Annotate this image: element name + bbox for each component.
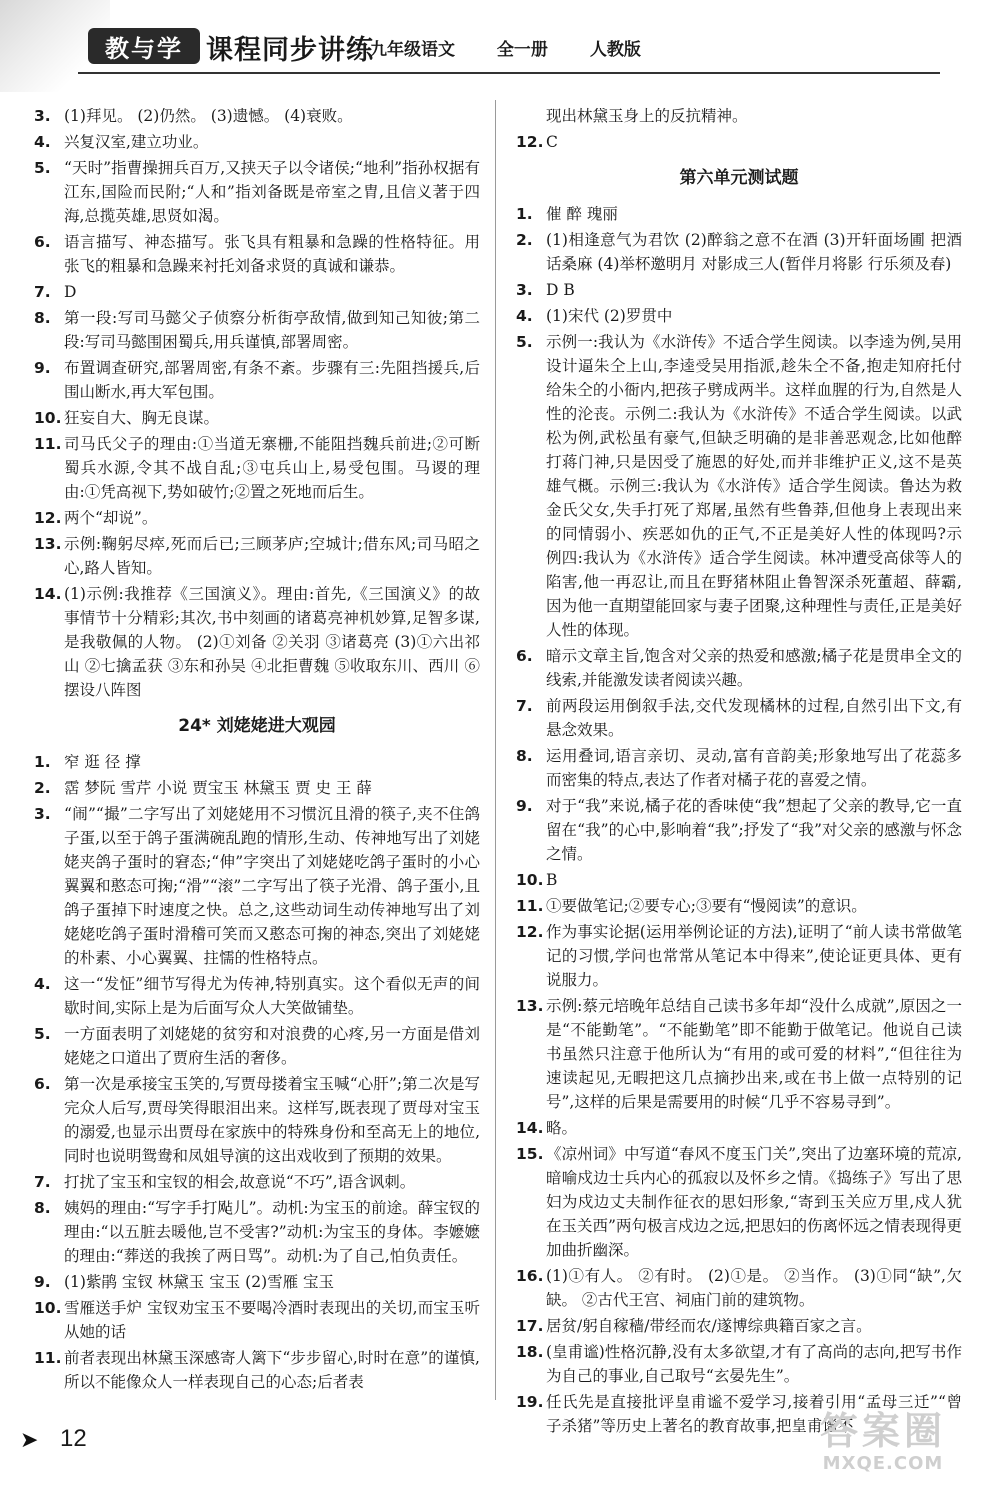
answer-number: 4. <box>34 133 51 151</box>
grade-label: 九年级语文 <box>370 40 455 60</box>
answer-text: 姨妈的理由:“写字手打飐儿”。动机:为宝玉的前途。薛宝钗的理由:“以五脏去暖他,岂不受害?”动机:为宝玉的身体。李嬷嬷的理由:“葬送的我挨了两日骂”。动机:为了自己,怕负责任。 <box>64 1199 480 1265</box>
answer-number: 17. <box>516 1317 544 1335</box>
answer-item <box>516 744 962 792</box>
right-column <box>516 104 962 1440</box>
answer-item <box>516 1264 962 1312</box>
answer-text: 前两段运用倒叙手法,交代发现橘林的过程,自然引出下文,有悬念效果。 <box>546 697 962 739</box>
answer-item <box>516 694 962 742</box>
answer-item <box>34 532 480 580</box>
answer-text: 示例一:我认为《水浒传》不适合学生阅读。以李逵为例,吴用设计逼朱仝上山,李逵受吴用指派,趁朱仝不备,抱走知府托付给朱仝的小衙内,把孩子劈成两半。这样血腥的行为,自然是人性的沦丧。示例二:我认为《水浒传》不适合学生阅读。以武松为例,武松虽有豪气,但缺乏明确的是非善恶观念,比如他醉打蒋门神,只是因受了施恩的好处,而并非维护正义,这不是英雄气概。示例三:我认为《水浒传》适合学生阅读。鲁达为救金氏父女,失手打死了郑屠,虽然有些鲁莽,但他身上表现出来的同情弱小、疾恶如仇的正气,不正是美好人性的体现吗?示例四:我认为《水浒传》适合学生阅读。林冲遭受高俅等人的陷害,他一再忍让,而且在野猪林阻止鲁智深杀死董超、薛霸,因为他一直期望能回家与妻子团聚,这种理性与责任,正是美好人性的体现。 <box>546 333 962 639</box>
answer-text: 语言描写、神态描写。张飞具有粗暴和急躁的性格特征。用张飞的粗暴和急躁来衬托刘备求贤的真诚和谦恭。 <box>64 233 480 275</box>
logo: 教与学 <box>88 28 200 64</box>
answer-text: 这一“发怔”细节写得尤为传神,特别真实。这个看似无声的间歇时间,实际上是为后面写众人大笑做铺垫。 <box>64 975 480 1017</box>
answer-text: “天时”指曹操拥兵百万,又挟天子以令诸侯;“地利”指孙权据有江东,国险而民附;“人和”指刘备既是帝室之胄,且信义著于四海,总揽英雄,思贤如渴。 <box>64 159 480 225</box>
right-arrow-icon: ➤ <box>20 1428 39 1453</box>
answer-item <box>516 920 962 992</box>
answer-item <box>34 280 480 304</box>
answer-number: 7. <box>34 1173 51 1191</box>
answer-text: 居贫/躬自稼穑/带经而农/遂博综典籍百家之言。 <box>546 1317 872 1335</box>
answer-text: 一方面表明了刘姥姥的贫穷和对浪费的心疼,另一方面是借刘姥姥之口道出了贾府生活的奢侈。 <box>64 1025 480 1067</box>
answer-number: 15. <box>516 1145 544 1163</box>
answer-number: 3. <box>34 107 51 125</box>
answer-item <box>34 1072 480 1168</box>
answer-text: 霑 梦阮 雪芹 小说 贾宝玉 林黛玉 贾 史 王 薛 <box>64 779 372 797</box>
answer-number: 8. <box>516 747 533 765</box>
answer-text: 两个“却说”。 <box>64 509 158 527</box>
answer-number: 2. <box>516 231 533 249</box>
answer-text: 催 醉 瑰丽 <box>546 205 618 223</box>
answer-number: 6. <box>34 233 51 251</box>
answer-text: 第一次是承接宝玉笑的,写贾母搂着宝玉喊“心肝”;第二次是写完众人后写,贾母笑得眼泪出来。这样写,既表现了贾母对宝玉的溺爱,也显示出贾母在家族中的特殊身份和至高无上的地位,同时也说明鸳鸯和凤姐导演的这出戏收到了预期的效果。 <box>64 1075 480 1165</box>
answer-number: 2. <box>34 779 51 797</box>
answer-item <box>34 1270 480 1294</box>
answer-number: 19. <box>516 1393 544 1411</box>
answer-text: 示例:鞠躬尽瘁,死而后已;三顾茅庐;空城计;借东风;司马昭之心,路人皆知。 <box>64 535 480 577</box>
answer-text: 《凉州词》中写道“春风不度玉门关”,突出了边塞环境的荒凉,暗喻戍边士兵内心的孤寂以及怀乡之情。《捣练子》写出了思妇为戍边丈夫制作征衣的思妇形象,“寄到玉关应万里,戍人犹在玉关西”两句极言戍边之远,把思妇的伤离怀远之情表现得更加曲折幽深。 <box>546 1145 962 1259</box>
column-divider <box>495 100 496 1400</box>
answer-text: 暗示文章主旨,饱含对父亲的热爱和感激;橘子花是贯串全文的线索,并能激发读者阅读兴趣。 <box>546 647 962 689</box>
answer-text: 作为事实论据(运用举例论证的方法),证明了“前人读书常做笔记的习惯,学问也常常从笔记本中得来”,使论证更具体、更有说服力。 <box>546 923 962 989</box>
answer-item <box>516 1340 962 1388</box>
answer-item <box>516 304 962 328</box>
answer-item <box>34 1346 480 1394</box>
answer-number: 4. <box>34 975 51 993</box>
answer-number: 5. <box>34 1025 51 1043</box>
answer-text: 任氏先是直接批评皇甫谧不爱学习,接着引用“孟母三迁”“曾子杀猪”等历史上著名的教育故事,把皇甫谧不 <box>546 1393 962 1435</box>
page-header <box>0 0 1000 92</box>
answer-item <box>34 356 480 404</box>
answer-number: 10. <box>34 1299 62 1317</box>
answer-item <box>516 894 962 918</box>
answer-number: 5. <box>516 333 533 351</box>
answer-text: 对于“我”来说,橘子花的香味使“我”想起了父亲的教导,它一直留在“我”的心中,影响着“我”;抒发了“我”对父亲的感激与怀念之情。 <box>546 797 962 863</box>
answer-number: 9. <box>34 359 51 377</box>
answer-text: 运用叠词,语言亲切、灵动,富有音韵美;形象地写出了花蕊多而密集的特点,表达了作者对橘子花的喜爱之情。 <box>546 747 962 789</box>
watermark-title: 答案圈 <box>819 1409 946 1453</box>
watermark <box>788 1409 978 1479</box>
answer-item <box>34 156 480 228</box>
volume-label: 全一册 <box>496 40 548 60</box>
answer-item <box>516 130 962 154</box>
answer-number: 14. <box>34 585 62 603</box>
answer-item <box>34 506 480 530</box>
answer-text: D <box>64 283 77 301</box>
answer-item <box>516 278 962 302</box>
answer-number: 11. <box>34 1349 62 1367</box>
answer-item <box>516 1116 962 1140</box>
answer-text: 狂妄自大、胸无良谋。 <box>64 409 220 427</box>
answer-number: 12. <box>516 923 544 941</box>
answer-number: 18. <box>516 1343 544 1361</box>
left-column <box>34 104 480 1396</box>
watermark-url: MXQE.COM <box>822 1453 944 1474</box>
answer-item <box>34 1196 480 1268</box>
answer-item <box>516 1314 962 1338</box>
answer-number: 9. <box>34 1273 51 1291</box>
page-number: 12 <box>60 1425 87 1452</box>
answer-number: 16. <box>516 1267 544 1285</box>
answer-number: 13. <box>34 535 62 553</box>
answer-text: 雪雁送手炉 宝钗劝宝玉不要喝冷酒时表现出的关切,而宝玉听从她的话 <box>64 1299 480 1341</box>
answer-text: 略。 <box>546 1119 578 1137</box>
answer-item <box>34 230 480 278</box>
header-rule <box>78 72 940 74</box>
answer-number: 11. <box>516 897 544 915</box>
answer-number: 1. <box>516 205 533 223</box>
answer-text: (1)拜见。 (2)仍然。 (3)遗憾。 (4)衰败。 <box>64 107 353 125</box>
answer-text: (1)示例:我推荐《三国演义》。理由:首先,《三国演义》的故事情节十分精彩;其次,书中刻画的诸葛亮神机妙算,足智多谋,是我敬佩的人物。 (2)①刘备 ②关羽 ③诸葛亮 (3)①六出祁山 ②七擒孟获 ③东和孙吴 ④北拒曹魏 ⑤收取东川、西川 ⑥摆设八阵图 <box>64 585 480 699</box>
answer-text: 窄 逛 径 撑 <box>64 753 141 771</box>
answer-item <box>34 130 480 154</box>
answer-number: 8. <box>34 309 51 327</box>
answer-item <box>34 802 480 970</box>
answer-item <box>34 1170 480 1194</box>
answer-item <box>516 994 962 1114</box>
answer-number: 12. <box>516 133 544 151</box>
answer-item <box>34 582 480 702</box>
answer-number: 13. <box>516 997 544 1015</box>
answer-text: D B <box>546 281 575 299</box>
answer-item <box>34 1296 480 1344</box>
answer-number: 10. <box>516 871 544 889</box>
answer-number: 1. <box>34 753 51 771</box>
answer-item <box>516 644 962 692</box>
answer-item <box>34 750 480 774</box>
answer-item <box>34 972 480 1020</box>
section-title: 第六单元测试题 <box>679 168 799 188</box>
answer-number: 6. <box>516 647 533 665</box>
answer-list <box>34 104 480 702</box>
answer-list <box>516 130 962 154</box>
answer-text: (1)宋代 (2)罗贯中 <box>546 307 673 325</box>
answer-number: 9. <box>516 797 533 815</box>
answer-text: (皇甫谧)性格沉静,没有太多欲望,才有了高尚的志向,把写书作为自己的事业,自己取号“玄晏先生”。 <box>546 1343 962 1385</box>
answer-item <box>516 202 962 226</box>
answer-text: 兴复汉室,建立功业。 <box>64 133 209 151</box>
answer-number: 4. <box>516 307 533 325</box>
answer-number: 7. <box>34 283 51 301</box>
answer-text: 司马氏父子的理由:①当道无寨栅,不能阻挡魏兵前进;②可断蜀兵水源,令其不战自乱;③屯兵山上,易受包围。马谡的理由:①凭高视下,势如破竹;②置之死地而后生。 <box>64 435 480 501</box>
answer-item <box>34 406 480 430</box>
answer-text: B <box>546 871 558 889</box>
answer-text: ①要做笔记;②要专心;③要有“慢阅读”的意识。 <box>546 897 867 915</box>
answer-text: 第一段:写司马懿父子侦察分析街亭敌情,做到知己知彼;第二段:写司马懿围困蜀兵,用兵谨慎,部署周密。 <box>64 309 480 351</box>
answer-item <box>34 432 480 504</box>
answer-number: 10. <box>34 409 62 427</box>
answer-text: (1)①有人。 ②有时。 (2)①是。 ②当作。 (3)①同“缺”,欠缺。 ②古代王宫、祠庙门前的建筑物。 <box>546 1267 962 1309</box>
answer-text: C <box>546 133 558 151</box>
answer-text: 布置调查研究,部署周密,有条不紊。步骤有三:先阻挡援兵,后围山断水,再大军包围。 <box>64 359 480 401</box>
answer-list <box>516 202 962 1438</box>
answer-item <box>516 794 962 866</box>
answer-item <box>34 1022 480 1070</box>
book-meta <box>370 35 661 60</box>
edition-label: 人教版 <box>589 40 641 60</box>
answer-item <box>516 228 962 276</box>
answer-item <box>34 776 480 800</box>
answer-item <box>516 868 962 892</box>
answer-list <box>34 750 480 1394</box>
answer-number: 3. <box>34 805 51 823</box>
answer-number: 6. <box>34 1075 51 1093</box>
answer-number: 12. <box>34 509 62 527</box>
book-title: 课程同步讲练 <box>206 35 374 66</box>
answer-text: 打扰了宝玉和宝钗的相会,故意说“不巧”,语含讽刺。 <box>64 1173 416 1191</box>
answer-item <box>34 104 480 128</box>
answer-number: 5. <box>34 159 51 177</box>
answer-item <box>34 306 480 354</box>
answer-text: 前者表现出林黛玉深感寄人篱下“步步留心,时时在意”的谨慎,所以不能像众人一样表现自己的心态;后者表 <box>64 1349 480 1391</box>
answer-item <box>516 330 962 642</box>
answer-text: 示例:蔡元培晚年总结自己读书多年却“没什么成就”,原因之一是“不能勤笔”。“不能勤笔”即不能勤于做笔记。他说自己读书虽然只注意于他所认为“有用的或可爱的材料”,“但往往为速读起见,无暇把这几点摘抄出来,或在书上做一点特别的记号”,这样的后果是需要用的时候“几乎不容易寻到”。 <box>546 997 962 1111</box>
answer-text: (1)紫鹃 宝钗 林黛玉 宝玉 (2)雪雁 宝玉 <box>64 1273 335 1291</box>
answer-text: (1)相逢意气为君饮 (2)醉翁之意不在酒 (3)开轩面场圃 把酒话桑麻 (4)举杯邀明月 对影成三人(暂伴月将影 行乐须及春) <box>546 231 962 273</box>
answer-number: 8. <box>34 1199 51 1217</box>
section-title: 24* 刘姥姥进大观园 <box>178 716 336 736</box>
answer-number: 11. <box>34 435 62 453</box>
answer-item <box>516 1142 962 1262</box>
answer-number: 3. <box>516 281 533 299</box>
answer-number: 7. <box>516 697 533 715</box>
continued-text: 现出林黛玉身上的反抗精神。 <box>546 107 748 125</box>
answer-number: 14. <box>516 1119 544 1137</box>
answer-text: “闹”“撮”二字写出了刘姥姥用不习惯沉且滑的筷子,夹不住鸽子蛋,以至于鸽子蛋满碗乱跑的情形,生动、传神地写出了刘姥姥夹鸽子蛋时的窘态;“伸”字突出了刘姥姥吃鸽子蛋时的小心翼翼和憨态可掬;“滑”“滚”二字写出了筷子光滑、鸽子蛋小,且鸽子蛋掉下时速度之快。总之,这些动词生动传神地写出了刘姥姥吃鸽子蛋时滑稽可笑而又憨态可掬的神态,突出了刘姥姥的朴素、小心翼翼、拄懦的性格特点。 <box>64 805 480 967</box>
